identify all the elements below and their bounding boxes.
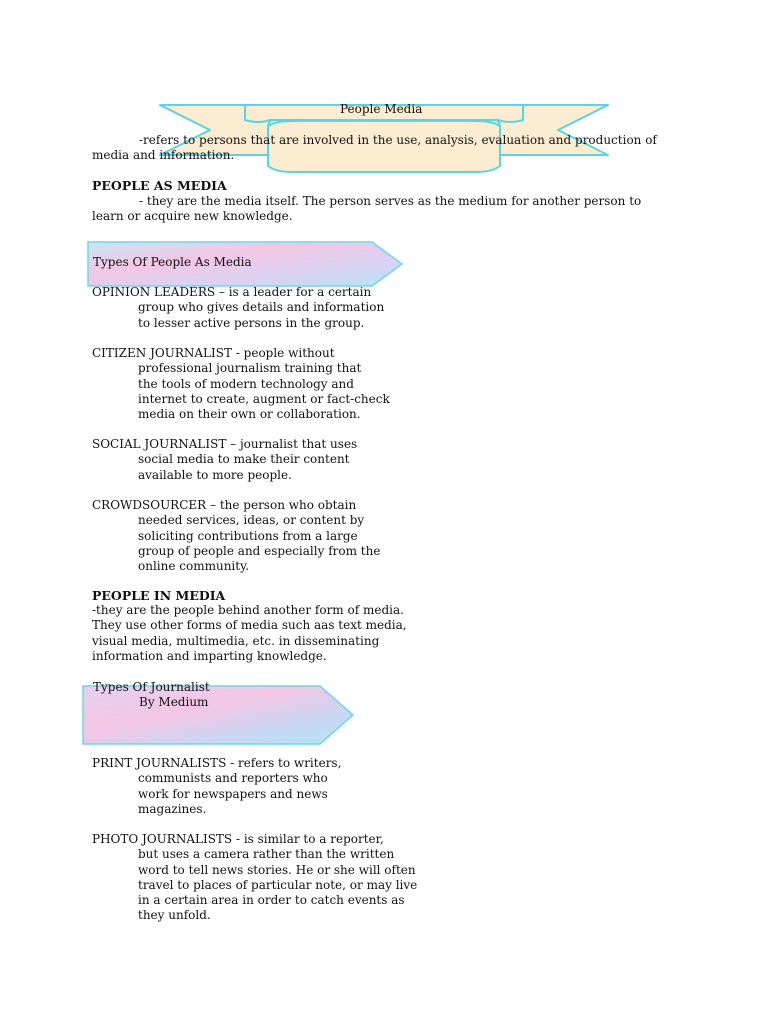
item-line: needed services, ideas, or content by (138, 513, 365, 528)
item-line: they unfold. (138, 908, 211, 923)
people-in-media-body (92, 603, 407, 664)
print-journalists-item (92, 756, 341, 817)
body-line: -they are the people behind another form of media. (92, 603, 404, 617)
opinion-leaders-item (92, 285, 384, 331)
item-line: OPINION LEADERS – is a leader for a certain (92, 285, 372, 299)
crowdsourcer-item (92, 498, 380, 574)
item-line: available to more people. (138, 467, 292, 482)
citizen-journalist-item (92, 346, 390, 422)
people-as-media-line-2: learn or acquire new knowledge. (92, 209, 293, 223)
social-journalist-item (92, 437, 357, 483)
item-line: group of people and especially from the (138, 543, 381, 558)
item-line: to lesser active persons in the group. (138, 315, 365, 330)
item-line: internet to create, augment or fact-check (138, 391, 390, 406)
item-line: PRINT JOURNALISTS - refers to writers, (92, 756, 342, 770)
item-line: magazines. (138, 801, 207, 816)
item-line: but uses a camera rather than the written (138, 847, 395, 862)
item-line: social media to make their content (138, 452, 350, 467)
types-people-arrow-label: Types Of People As Media (93, 255, 252, 269)
arrow-label-line: By Medium (139, 695, 209, 710)
item-line: PHOTO JOURNALISTS - is similar to a reporter, (92, 832, 384, 846)
item-line: media on their own or collaboration. (138, 407, 361, 422)
item-line: CROWDSOURCER – the person who obtain (92, 498, 357, 512)
item-line: CITIZEN JOURNALIST - people without (92, 346, 335, 360)
body-line: They use other forms of media such aas text media, (92, 618, 407, 633)
item-line: professional journalism training that (138, 361, 362, 376)
arrow-label-line: Types Of Journalist (93, 680, 210, 694)
people-as-media-heading: PEOPLE AS MEDIA (92, 178, 227, 193)
item-line: SOCIAL JOURNALIST – journalist that uses (92, 437, 358, 451)
item-line: word to tell news stories. He or she will often (138, 862, 416, 877)
intro-line-1: -refers to persons that are involved in the use, analysis, evaluation and production of (139, 133, 657, 147)
item-line: soliciting contributions from a large (138, 528, 358, 543)
intro-line-2: media and information. (92, 148, 235, 162)
banner-title: People Media (340, 102, 423, 116)
item-line: group who gives details and information (138, 300, 385, 315)
types-journalist-arrow-label (93, 680, 210, 711)
item-line: communists and reporters who (138, 771, 328, 786)
people-in-media-heading: PEOPLE IN MEDIA (92, 588, 226, 603)
item-line: work for newspapers and news (138, 786, 328, 801)
item-line: in a certain area in order to catch events as (138, 893, 405, 908)
body-line: visual media, multimedia, etc. in disseminating (92, 633, 380, 648)
people-as-media-line-1: - they are the media itself. The person serves as the medium for another person to (139, 194, 642, 208)
body-line: information and imparting knowledge. (92, 648, 327, 663)
item-line: online community. (138, 559, 250, 574)
photo-journalists-item (92, 832, 417, 924)
item-line: the tools of modern technology and (138, 376, 354, 391)
item-line: travel to places of particular note, or may live (138, 877, 418, 892)
